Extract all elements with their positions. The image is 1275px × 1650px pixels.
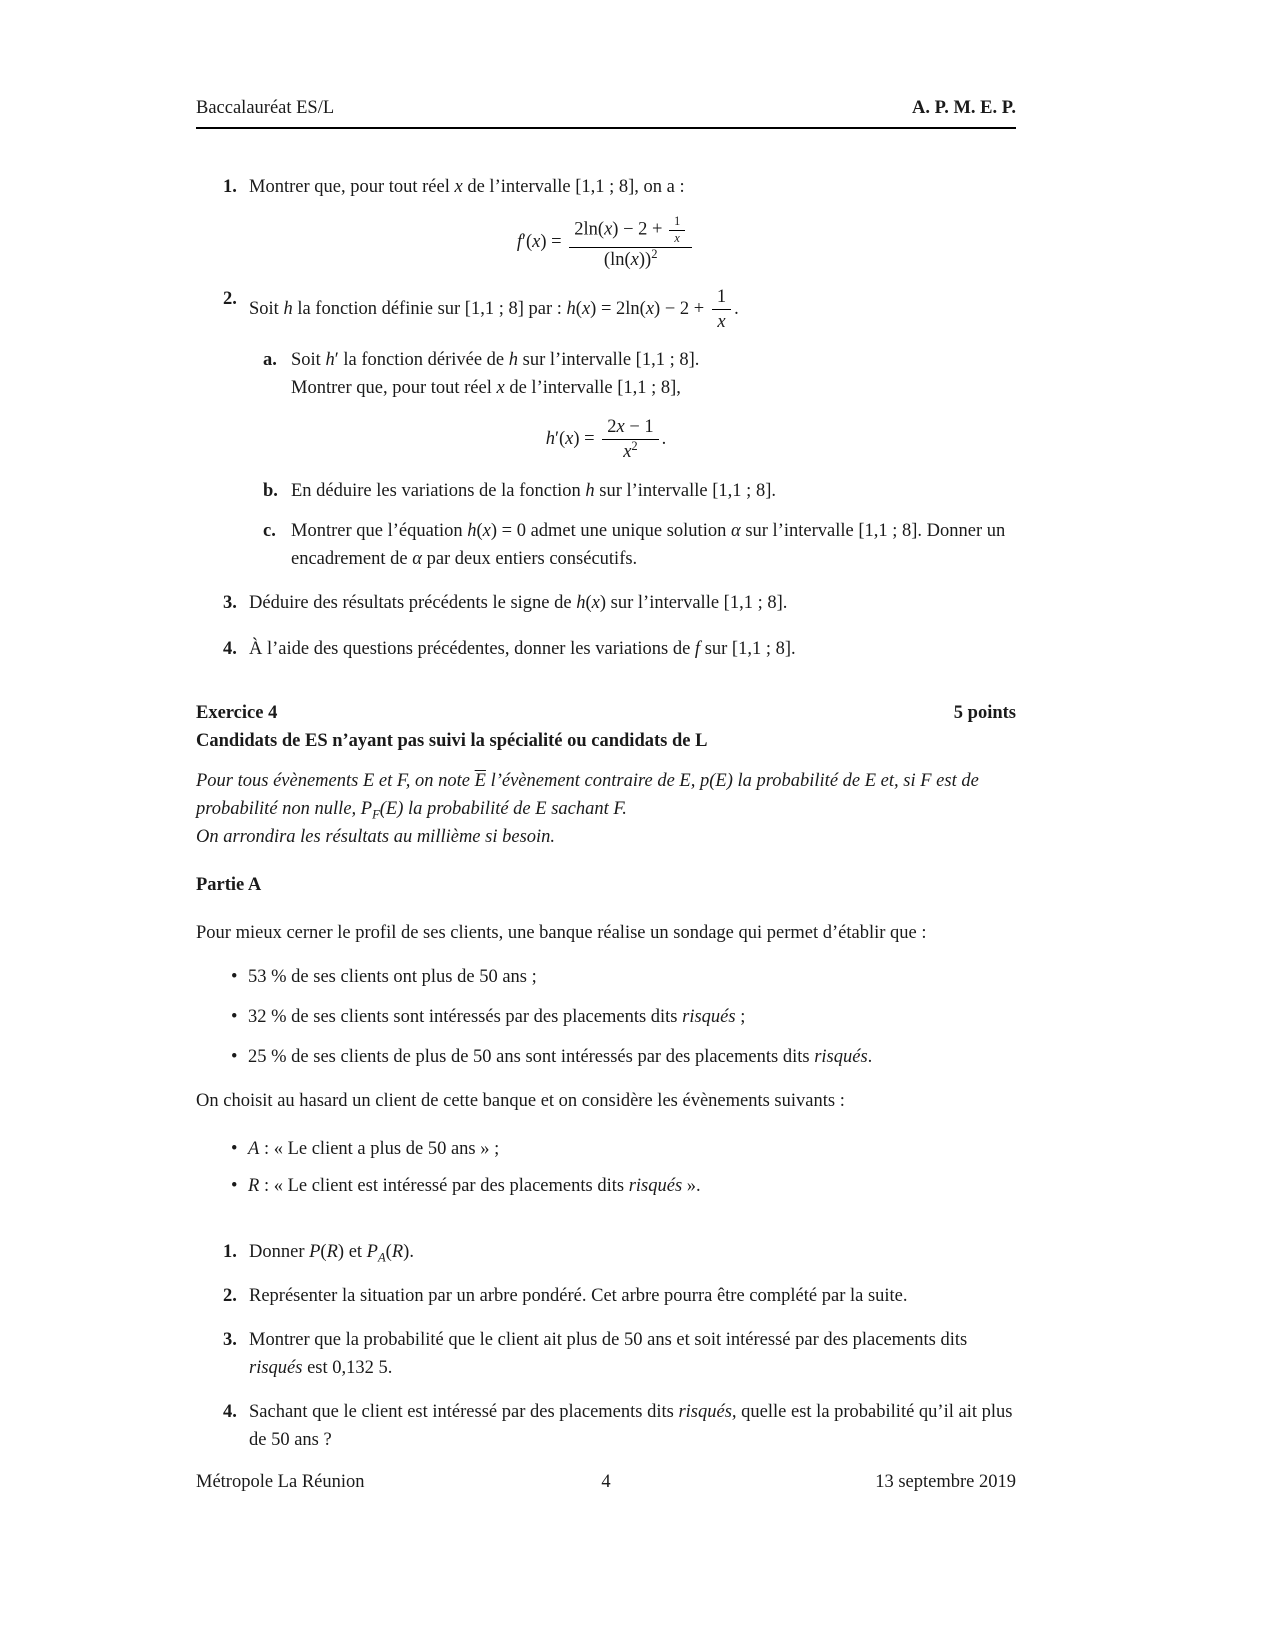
page-footer xyxy=(196,1468,1016,1496)
survey-intro: Pour mieux cerner le profil de ses clients, une banque réalise un sondage qui permet d’établir que : xyxy=(196,922,927,943)
item-number: 3. xyxy=(223,1329,237,1350)
bullet-text: 53 % de ses clients ont plus de 50 ans ; xyxy=(248,966,537,987)
item-text: Montrer que la probabilité que le client ait plus de 50 ans et soit intéressé par des placements dits risqués est 0,132 5. xyxy=(249,1329,968,1378)
question-2c xyxy=(263,517,1016,573)
document-title: Baccalauréat ES/L xyxy=(196,98,335,118)
item-number: 1. xyxy=(223,1241,237,1262)
bullet-icon: • xyxy=(231,966,238,987)
bullet-icon: • xyxy=(231,1046,238,1067)
bullet-item xyxy=(231,1003,1016,1031)
item-number: 4. xyxy=(223,1401,237,1422)
header-rule xyxy=(196,127,1016,129)
bullet-item xyxy=(231,1135,1016,1163)
bullet-item xyxy=(231,963,1016,991)
exercise-title: Exercice 4 xyxy=(196,702,278,723)
part-a-question-4 xyxy=(223,1398,1016,1454)
bullet-icon: • xyxy=(231,1175,238,1196)
formula-h-prime xyxy=(196,415,1016,464)
formula-f-prime xyxy=(196,214,1016,272)
item-text: Montrer que l’équation h(x) = 0 admet une unique solution α sur l’intervalle [1,1 ; 8]. Donner un encadrement de α par deux entiers consécutifs. xyxy=(291,520,1006,569)
question-2b xyxy=(263,477,1016,505)
events-list xyxy=(196,1135,1016,1200)
math-expression: h′(x) = $\frac{2x - 1}{x^2}$ . xyxy=(546,415,667,464)
document-body xyxy=(196,173,1016,1470)
item-line: Montrer que, pour tout réel x de l’intervalle [1,1 ; 8], xyxy=(291,377,681,398)
item-number: a. xyxy=(263,349,277,370)
part-a-title: Partie A xyxy=(196,874,262,895)
item-number: 3. xyxy=(223,592,237,613)
part-a-questions xyxy=(196,1238,1016,1454)
item-text: Déduire des résultats précédents le signe de h(x) sur l’intervalle [1,1 ; 8]. xyxy=(249,592,788,613)
question-2 xyxy=(223,285,1016,334)
item-number: c. xyxy=(263,520,276,541)
item-text: Donner P(R) et $P_A(R)$. xyxy=(249,1241,414,1265)
item-text: Représenter la situation par un arbre pondéré. Cet arbre pourra être complété par la suite. xyxy=(249,1285,908,1306)
item-number: b. xyxy=(263,480,278,501)
question-2a xyxy=(263,346,1016,402)
organization-name: A. P. M. E. P. xyxy=(912,98,1016,118)
item-text: Montrer que, pour tout réel x de l’intervalle [1,1 ; 8], on a : xyxy=(249,177,685,197)
bullet-text: R : « Le client est intéressé par des placements dits risqués ». xyxy=(248,1175,701,1196)
question-1 xyxy=(223,173,1016,201)
events-intro: On choisit au hasard un client de cette banque et on considère les évènements suivants : xyxy=(196,1090,845,1111)
survey-results-list xyxy=(196,963,1016,1071)
exercise-preamble: Pour tous évènements E et F, on note $\overline{E}$ l’évènement contraire de E, p(E) la probabilité de E et, si F est de probabilité non nulle, $P_F(E)$ la probabilité de E sachant F. xyxy=(196,770,979,822)
page-header xyxy=(196,94,1016,129)
item-number: 1. xyxy=(223,177,237,197)
item-line: Soit h′ la fonction dérivée de h sur l’intervalle [1,1 ; 8]. xyxy=(291,349,700,370)
item-number: 2. xyxy=(223,288,237,309)
exercise-4-heading xyxy=(196,699,1016,727)
header-row xyxy=(196,94,1016,122)
part-a-question-1 xyxy=(223,1238,1016,1266)
math-expression: f′(x) = 2ln(x) − 2 + $\frac{1}{x}$ $(\ln(x))^2$ xyxy=(517,214,695,272)
rounding-note: On arrondira les résultats au millième si besoin. xyxy=(196,826,556,847)
part-a-question-3 xyxy=(223,1326,1016,1382)
part-a-question-2 xyxy=(223,1282,1016,1310)
item-text: À l’aide des questions précédentes, donner les variations de f sur [1,1 ; 8]. xyxy=(249,638,796,659)
bullet-text: A : « Le client a plus de 50 ans » ; xyxy=(248,1138,500,1159)
item-text xyxy=(291,346,1016,402)
item-text: Soit h la fonction définie sur [1,1 ; 8] par : h(x) = 2ln(x) − 2 + $\frac{1}{x}$ . xyxy=(249,285,1016,334)
bullet-text: 25 % de ses clients de plus de 50 ans sont intéressés par des placements dits risqués. xyxy=(248,1046,873,1067)
bullet-text: 32 % de ses clients sont intéressés par des placements dits risqués ; xyxy=(248,1006,746,1027)
footer-date: 13 septembre 2019 xyxy=(875,1472,1016,1492)
item-text: En déduire les variations de la fonction h sur l’intervalle [1,1 ; 8]. xyxy=(291,480,776,501)
item-number: 2. xyxy=(223,1285,237,1306)
item-number: 4. xyxy=(223,638,237,659)
bullet-icon: • xyxy=(231,1006,238,1027)
page-number: 4 xyxy=(601,1472,611,1492)
footer-location: Métropole La Réunion xyxy=(196,1472,365,1492)
item-text: Sachant que le client est intéressé par des placements dits risqués, quelle est la probabilité qu’il ait plus de 50 ans ? xyxy=(249,1401,1013,1450)
bullet-icon: • xyxy=(231,1138,238,1159)
bullet-item xyxy=(231,1172,1016,1200)
question-3 xyxy=(223,589,1016,617)
bullet-item xyxy=(231,1043,1016,1071)
exercise-subtitle: Candidats de ES n’ayant pas suivi la spécialité ou candidats de L xyxy=(196,730,708,751)
question-4 xyxy=(223,635,1016,663)
exercise-points: 5 points xyxy=(953,702,1016,723)
